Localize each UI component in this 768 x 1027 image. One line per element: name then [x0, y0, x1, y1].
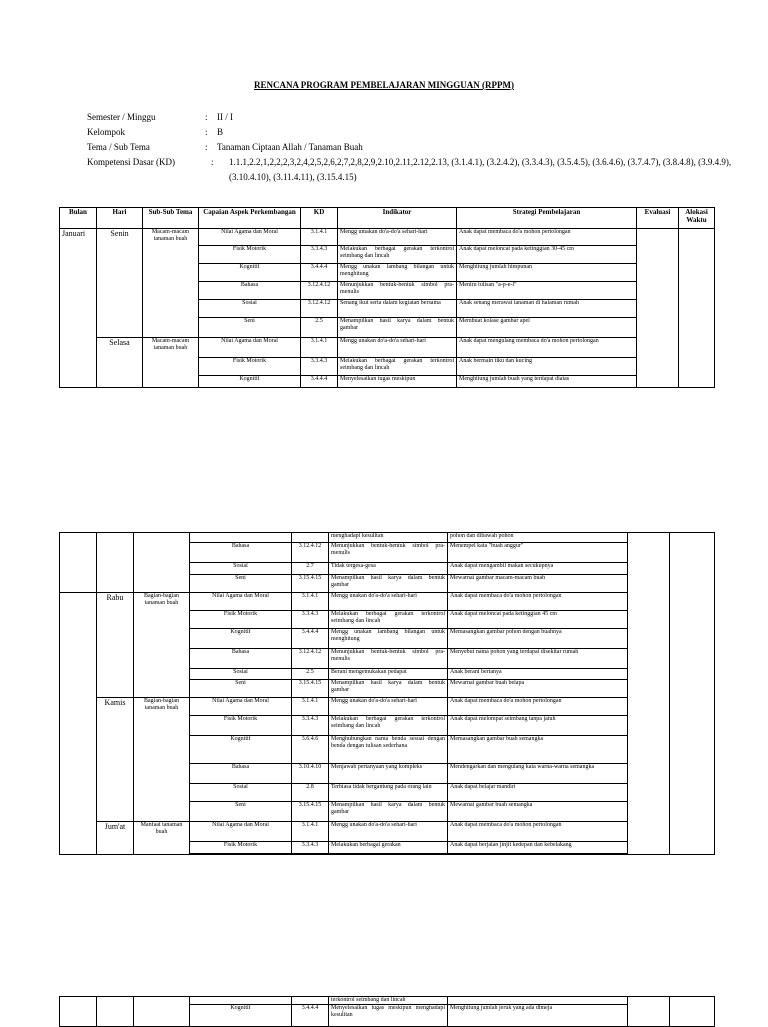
meta-row-tema — [87, 140, 734, 155]
aspek-cell: Fisik Motorik — [190, 716, 292, 736]
kd-cell: 3.1.4.1 — [292, 698, 329, 716]
kd-cell: 3.4.4.4 — [292, 629, 329, 649]
hari-cell: Selasa — [97, 338, 143, 388]
kd-cell: 2.5 — [301, 318, 338, 338]
meta-block — [87, 110, 734, 185]
strategi-cell: Memasangkan gambar pohon dengan buahnya — [448, 629, 628, 649]
kd-cell: 3.12.4.12 — [301, 282, 338, 300]
header-cell: Hari — [97, 208, 143, 229]
strategi-cell: Anak dapat belajar mandiri — [448, 784, 628, 802]
evaluasi-cell — [637, 229, 679, 388]
subtema-cell: Macam-macam tanaman buah — [143, 338, 199, 388]
strategi-cell: Anak dapat meloncat pada ketinggian 30-45 cm — [457, 246, 637, 264]
aspek-cell: Seni — [199, 318, 301, 338]
strategi-cell: Mewarnai gambar buah belapa — [448, 680, 628, 698]
hari-cell: Senin — [97, 229, 143, 338]
kd-cell: 3.12.4.12 — [292, 543, 329, 563]
aspek-cell: Bahasa — [190, 543, 292, 563]
aspek-cell — [190, 854, 292, 855]
indikator-cell: Menampilkan hasil karya dalam bentuk gambar — [329, 802, 448, 822]
alokasi-cell — [679, 229, 715, 388]
subtema-cell: Bagian-bagian tanaman buah — [134, 593, 190, 698]
header-cell: Sub-Sub Tema — [143, 208, 199, 229]
aspek-cell: Kognitif — [190, 1005, 292, 1027]
kd-cell: 3.4.4.4 — [292, 1005, 329, 1027]
aspek-cell: Kognitif — [190, 629, 292, 649]
header-cell: KD — [301, 208, 338, 229]
strategi-cell: Anak dapat mengulang membaca do'a mohon pertolongan — [457, 338, 637, 358]
strategi-cell: Anak dapat meloncat pada ketinggian 45 cm — [448, 611, 628, 629]
indikator-cell: Menyelesaikan tugas meskipun — [338, 376, 457, 388]
kd-cell: 3.15.4.15 — [292, 680, 329, 698]
strategi-cell: Anak dapat membaca do'a mohon pertolongan — [457, 229, 637, 246]
hari-cell: Kamis — [97, 698, 134, 822]
document-title: RENCANA PROGRAM PEMBELAJARAN MINGGUAN (RPPM) — [254, 80, 514, 90]
aspek-cell: Fisik Motorik — [190, 842, 292, 854]
header-cell: Evaluasi — [637, 208, 679, 229]
strategi-cell: Anak senang merawat tanaman di halaman rumah — [457, 300, 637, 318]
header-cell: Strategi Pembelajaran — [457, 208, 637, 229]
subtema-cell — [134, 533, 190, 593]
aspek-cell: Sosial — [199, 300, 301, 318]
kd-cell: 3.6.4.6 — [292, 736, 329, 764]
kd-cell: 3.3.4.3 — [292, 611, 329, 629]
kd-cell: 3.15.4.15 — [292, 802, 329, 822]
subtema-cell: Bagian-bagian tanaman buah — [134, 698, 190, 822]
indikator-cell: Mengg umakan do'a-do'a sehari-hari — [338, 229, 457, 246]
table-row — [60, 533, 715, 543]
strategi-cell: Mendengarkan dan mengulang kata warna-warna semangka — [448, 764, 628, 784]
indikator-cell: Senang ikut serta dalam kegiatan bersama — [338, 300, 457, 318]
strategi-cell: Anak dapat membaca do'a mohon pertolongan — [448, 698, 628, 716]
aspek-cell: Fisik Motorik — [199, 358, 301, 376]
table-row — [60, 698, 715, 716]
meta-colon: : — [205, 127, 208, 137]
header-cell: Bulan — [60, 208, 97, 229]
meta-label: Semester / Minggu — [87, 112, 156, 122]
aspek-cell: Sosial — [190, 784, 292, 802]
meta-row-kd — [87, 155, 734, 185]
indikator-cell: Melakukan berbagai gerakan terkontrol seimbang dan lincah — [338, 358, 457, 376]
aspek-cell: Seni — [190, 575, 292, 593]
meta-label: Kompetensi Dasar (KD) — [87, 157, 175, 167]
page-2 — [0, 470, 768, 990]
meta-value: II / I — [217, 112, 233, 122]
aspek-cell: Nilai Agama dan Moral — [190, 822, 292, 842]
indikator-cell: Menyelesaikan tugas meskipun menghadapi kesulitan — [329, 1005, 448, 1027]
meta-row-kelompok — [87, 125, 734, 140]
aspek-cell: Nilai Agama dan Moral — [199, 338, 301, 358]
strategi-cell: Anak dapat membaca do'a mohon pertolongan — [448, 593, 628, 611]
subtema-cell: Macam-macam tanaman buah — [143, 229, 199, 338]
evaluasi-cell — [628, 533, 670, 855]
strategi-cell — [448, 997, 628, 1005]
indikator-cell: Terbiasa tidak bergantung pada orang lain — [329, 784, 448, 802]
bulan-cell — [60, 997, 97, 1027]
kd-cell: 3.4.4.4 — [301, 376, 338, 388]
hari-cell — [97, 997, 134, 1027]
aspek-cell: Kognitif — [199, 264, 301, 282]
table-row — [60, 997, 715, 1005]
aspek-cell — [190, 997, 292, 1005]
kd-cell: 3.4.4.4 — [301, 264, 338, 282]
header-cell: Alokasi Waktu — [679, 208, 715, 229]
bulan-cell: Januari — [60, 229, 97, 388]
table-header-row — [60, 208, 715, 229]
aspek-cell: Kognitif — [190, 736, 292, 764]
aspek-cell: Bahasa — [190, 649, 292, 669]
table-row — [60, 229, 715, 246]
indikator-cell: Menampilkan hasil karya dalam bentuk gambar — [329, 575, 448, 593]
strategi-cell: Anak dapat melompat seimbang tanpa jatuh — [448, 716, 628, 736]
indikator-cell: Tidak tergesa-gesa — [329, 563, 448, 575]
strategi-cell: Mewarnai gambar macam-macam buah — [448, 575, 628, 593]
kd-cell: 3.3.4.3 — [292, 716, 329, 736]
strategi-cell: Memasangkan gambar buah semangka — [448, 736, 628, 764]
indikator-cell: Menghubungkan nama benda sesuai dengan benda dengan tulisan sederhana — [329, 736, 448, 764]
strategi-cell — [448, 854, 628, 855]
meta-value: B — [217, 127, 224, 137]
meta-label: Kelompok — [87, 127, 125, 137]
indikator-cell: Menampilkan hasil karya dalam bentuk gambar — [329, 680, 448, 698]
indikator-cell: Menunjukkan bentuk-bentuk simbol pra-menulis — [329, 543, 448, 563]
kd-cell — [292, 997, 329, 1005]
table-row — [60, 822, 715, 842]
strategi-cell: pohon dan dibawah pohon — [448, 533, 628, 543]
kd-cell: 2.8 — [292, 784, 329, 802]
subtema-cell — [134, 997, 190, 1027]
indikator-cell: Menunjukkan bentuk-bentuk simbol pra-menulis — [329, 649, 448, 669]
kd-cell — [292, 854, 329, 855]
indikator-cell: Menampilkan hasil karya dalam bentuk gambar — [338, 318, 457, 338]
hari-cell: Rabu — [97, 593, 134, 698]
meta-label: Tema / Sub Tema — [87, 142, 150, 152]
kd-cell: 3.1.4.1 — [292, 822, 329, 842]
kd-cell — [292, 533, 329, 543]
hari-cell — [97, 533, 134, 593]
meta-row-semester — [87, 110, 734, 125]
page-1 — [0, 0, 768, 470]
alokasi-cell — [670, 533, 715, 855]
rppm-table-page-2 — [59, 532, 715, 855]
aspek-cell: Bahasa — [199, 282, 301, 300]
strategi-cell: Anak berani bertanya — [448, 669, 628, 680]
bulan-cell — [60, 533, 97, 593]
kd-cell: 3.1.4.1 — [292, 593, 329, 611]
indikator-cell: Melakukan berbagai gerakan terkontrol seimbang dan lincah — [338, 246, 457, 264]
strategi-cell: Menghitung jumlah himpunan — [457, 264, 637, 282]
rppm-table-page-3 — [59, 996, 715, 1027]
aspek-cell: Bahasa — [190, 764, 292, 784]
strategi-cell: Anak dapat berjalan jinjit kedepan dan kebelakang — [448, 842, 628, 854]
indikator-cell: Melakukan berbagai gerakan — [329, 842, 448, 854]
indikator-cell: Menunjukkan bentuk-bentuk simbol pra-menulis — [338, 282, 457, 300]
aspek-cell: Nilai Agama dan Moral — [199, 229, 301, 246]
table-row — [60, 593, 715, 611]
strategi-cell: Mewarnai gambar buah semangka — [448, 802, 628, 822]
kd-cell: 3.1.4.1 — [301, 229, 338, 246]
rppm-table-page-1 — [59, 207, 715, 388]
indikator-cell: Melakukan berbagai gerakan terkontrol seimbang dan lincah — [329, 611, 448, 629]
indikator-cell: Mengg unakan do'a-do'a sehari-hari — [329, 822, 448, 842]
header-cell: Capaian Aspek Perkembangan — [199, 208, 301, 229]
indikator-cell: Mengg unakan do'a-do'a sehari-hari — [338, 338, 457, 358]
strategi-cell: Membuat kolase gambar apel — [457, 318, 637, 338]
indikator-cell — [329, 854, 448, 855]
indikator-cell: menghadapi kesulitan — [329, 533, 448, 543]
aspek-cell: Seni — [190, 680, 292, 698]
indikator-cell: terkontrol seimbang dan lincah — [329, 997, 448, 1005]
page-3 — [0, 990, 768, 1024]
kd-cell: 3.15.4.15 — [292, 575, 329, 593]
kd-cell: 3.3.4.3 — [292, 842, 329, 854]
meta-colon: : — [205, 142, 208, 152]
kd-cell: 3.1.4.1 — [301, 338, 338, 358]
indikator-cell: Mengg unakan do'a-do'a sehari-hari — [329, 593, 448, 611]
indikator-cell: Melakukan berbagai gerakan terkontrol seimbang dan lincah — [329, 716, 448, 736]
meta-value: Tanaman Ciptaan Allah / Tanaman Buah — [217, 142, 363, 152]
aspek-cell: Kognitif — [199, 376, 301, 388]
aspek-cell: Sosial — [190, 669, 292, 680]
meta-value: 1.1.1,2.2,1,2,2,2,3,2,4,2,5,2,6,2,7,2,8,2,9,2.10,2.11,2.12,2.13, (3.1.4.1), (3.2.4.2), (3.3.4.3), (3.5.4.5), (3.6.4.6), (3.7.4.7), (3.8.4.8), (3.9.4.9), (3.10.4.10), (3.11.4.11), (3.15.4.15) — [229, 157, 732, 182]
indikator-cell: Berani mengemukakan pedapat — [329, 669, 448, 680]
aspek-cell: Sosial — [190, 563, 292, 575]
alokasi-cell — [670, 997, 715, 1027]
strategi-cell: Meniru tulisan "a-p-e-l" — [457, 282, 637, 300]
kd-cell: 2.7 — [292, 563, 329, 575]
hari-cell: Jum'at — [97, 822, 134, 855]
indikator-cell: Mengg unakan do'a-do'a sehari-hari — [329, 698, 448, 716]
strategi-cell: Anak dapat membaca do'a mohon pertolongan — [448, 822, 628, 842]
aspek-cell: Fisik Motorik — [199, 246, 301, 264]
bulan-cell — [60, 593, 97, 855]
subtema-cell: Manfaat tanaman buah — [134, 822, 190, 855]
aspek-cell: Nilai Agama dan Moral — [190, 593, 292, 611]
strategi-cell: Anak dapat mengambil makan secukupnya — [448, 563, 628, 575]
header-cell: Indikator — [338, 208, 457, 229]
strategi-cell: Menghitung jumlah jeruk yang ada dimeja — [448, 1005, 628, 1027]
aspek-cell: Nilai Agama dan Moral — [190, 698, 292, 716]
kd-cell: 3.12.4.12 — [301, 300, 338, 318]
table-row — [60, 338, 715, 358]
strategi-cell: Menghitung jumlah buah yang terdapat diatas — [457, 376, 637, 388]
indikator-cell: Mengg unakan lambang bilangan untuk menghitung — [329, 629, 448, 649]
aspek-cell: Fisik Motorik — [190, 611, 292, 629]
evaluasi-cell — [628, 997, 670, 1027]
kd-cell: 2.5 — [292, 669, 329, 680]
indikator-cell: Menjawab pertanyaan yang kompleks — [329, 764, 448, 784]
indikator-cell: Mengg unakan lambang bilangan untuk menghitung — [338, 264, 457, 282]
meta-colon: : — [211, 157, 214, 167]
kd-cell: 3.3.4.3 — [301, 358, 338, 376]
meta-colon: : — [205, 112, 208, 122]
aspek-cell: Seni — [190, 802, 292, 822]
strategi-cell: Anak bermain tiku dan kucing — [457, 358, 637, 376]
strategi-cell: Menempel kata "buah anggur" — [448, 543, 628, 563]
aspek-cell — [190, 533, 292, 543]
kd-cell: 3.3.4.3 — [301, 246, 338, 264]
kd-cell: 3.12.4.12 — [292, 649, 329, 669]
strategi-cell: Menyebut nama pohon yang terdapat disekitar rumah — [448, 649, 628, 669]
kd-cell: 3.10.4.10 — [292, 764, 329, 784]
